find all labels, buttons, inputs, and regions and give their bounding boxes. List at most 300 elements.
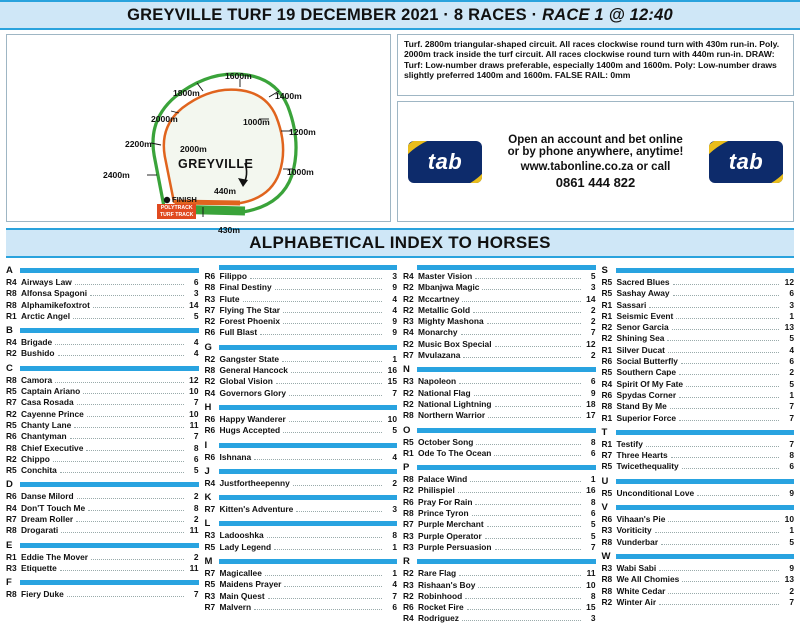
entry-leader-dots — [655, 532, 779, 533]
index-letter-rule — [616, 479, 795, 484]
entry-race-code: R2 — [403, 338, 414, 349]
index-entry-row[interactable] — [205, 294, 398, 305]
entry-leader-dots — [55, 382, 183, 383]
entry-leader-dots — [673, 295, 779, 296]
entry-leader-dots — [476, 444, 580, 445]
page-title-race: RACE 1 @ 12:40 — [542, 5, 673, 24]
entry-leader-dots — [679, 374, 779, 375]
entry-leader-dots — [283, 432, 382, 433]
entry-leader-dots — [668, 352, 779, 353]
index-letter-header — [403, 556, 596, 567]
entry-horse-name: Hugs Accepted — [219, 425, 281, 436]
entry-leader-dots — [90, 295, 183, 296]
entry-leader-dots — [671, 457, 779, 458]
entry-horse-name: National Lightning — [418, 398, 492, 409]
index-letter-header — [6, 540, 199, 551]
entry-horse-number: 7 — [590, 327, 596, 338]
entry-race-code: R7 — [601, 450, 613, 461]
distance-label: 2400m — [103, 170, 130, 180]
entry-race-code: R2 — [403, 590, 414, 601]
index-entry-row[interactable] — [403, 271, 596, 282]
entry-leader-dots — [459, 383, 580, 384]
index-entry-row[interactable] — [6, 503, 199, 514]
entry-horse-number: 17 — [586, 410, 596, 421]
entry-leader-dots — [649, 307, 779, 308]
entry-horse-number: 2 — [193, 551, 199, 562]
entry-leader-dots — [681, 363, 779, 364]
index-entry-row[interactable] — [205, 376, 398, 387]
entry-race-code: R3 — [204, 590, 216, 601]
index-entry-row[interactable] — [602, 574, 795, 585]
finish-marker — [164, 197, 170, 203]
index-entry-row[interactable] — [403, 448, 596, 459]
index-letter-header — [205, 518, 398, 529]
entry-leader-dots — [296, 511, 382, 512]
entry-horse-number: 4 — [392, 451, 397, 462]
entry-horse-number: 1 — [789, 389, 794, 400]
index-entry-row[interactable] — [403, 388, 596, 399]
index-entry-row[interactable] — [6, 552, 199, 563]
entry-horse-number: 2 — [590, 350, 596, 361]
entry-race-code: R5 — [601, 487, 613, 498]
entry-leader-dots — [482, 289, 580, 290]
entry-horse-number: 6 — [590, 508, 596, 519]
entry-leader-dots — [53, 461, 184, 462]
entry-horse-number: 7 — [789, 596, 794, 607]
entry-horse-number: 9 — [789, 487, 794, 498]
entry-horse-name: Mvulazana — [418, 350, 461, 361]
entry-horse-name: Chief Executive — [21, 442, 84, 453]
entry-leader-dots — [472, 515, 581, 516]
entry-race-code: R2 — [204, 376, 216, 387]
index-letter-group — [6, 363, 199, 477]
index-entry-row[interactable] — [205, 365, 398, 376]
entry-horse-number: 6 — [590, 376, 596, 387]
entry-horse-number: 13 — [784, 574, 794, 585]
index-letter-group — [6, 479, 199, 536]
index-entry-row[interactable] — [403, 519, 596, 530]
index-entry-row[interactable] — [6, 386, 199, 397]
entry-leader-dots — [462, 301, 580, 302]
index-entry-row[interactable] — [6, 311, 199, 322]
distance-label: 2000m — [180, 144, 207, 154]
entry-horse-name: Winter Air — [616, 596, 657, 607]
entry-horse-number: 6 — [392, 601, 397, 612]
entry-race-code: R3 — [403, 541, 414, 552]
index-entry-row[interactable] — [602, 300, 795, 311]
entry-horse-number: 5 — [789, 378, 794, 389]
index-entry-row[interactable] — [205, 354, 398, 365]
index-entry-row[interactable] — [6, 589, 199, 600]
index-letter-rule — [20, 482, 199, 487]
track-map — [6, 34, 391, 235]
index-letter-group — [6, 540, 199, 575]
index-entry-row[interactable] — [602, 401, 795, 412]
top-right-column — [397, 34, 794, 222]
entry-horse-number: 12 — [784, 277, 794, 287]
index-entry-row[interactable] — [6, 409, 199, 420]
index-entry-row[interactable] — [6, 491, 199, 502]
index-letter: S — [601, 265, 608, 276]
entry-horse-name: Northern Warrior — [418, 410, 486, 421]
entry-horse-number: 5 — [789, 536, 794, 547]
index-entry-row[interactable] — [6, 277, 199, 288]
index-entry-row[interactable] — [403, 294, 596, 305]
entry-horse-number: 9 — [392, 327, 397, 338]
index-entry-row[interactable] — [602, 488, 795, 499]
index-entry-row[interactable] — [602, 563, 795, 574]
index-entry-row[interactable] — [602, 311, 795, 322]
entry-race-code: R4 — [403, 613, 414, 624]
entry-leader-dots — [459, 575, 580, 576]
entry-horse-name: Ladooshka — [219, 530, 264, 541]
entry-leader-dots — [260, 334, 382, 335]
distance-label: 440m — [214, 186, 236, 196]
entry-horse-number: 10 — [189, 386, 199, 397]
entry-leader-dots — [659, 604, 779, 605]
index-entry-row[interactable] — [205, 271, 398, 282]
index-entry-row[interactable] — [205, 568, 398, 579]
tab-advert-line2: or by phone anywhere, anytime! — [507, 145, 684, 158]
index-entry-row[interactable] — [403, 568, 596, 579]
entry-horse-number: 4 — [193, 337, 199, 348]
index-letter-rule — [219, 265, 398, 270]
entry-horse-number: 6 — [789, 461, 794, 472]
entry-horse-name: Metallic Gold — [418, 304, 471, 315]
entry-horse-number: 3 — [392, 504, 397, 515]
index-letter-header — [403, 462, 596, 473]
entry-horse-name: Final Destiny — [219, 282, 272, 293]
entry-horse-number: 14 — [586, 293, 596, 304]
index-letter: N — [403, 364, 410, 376]
index-entry-row[interactable] — [205, 530, 398, 541]
entry-horse-name: General Hancock — [219, 365, 288, 376]
index-letter-group — [205, 518, 398, 553]
index-entry-row[interactable] — [602, 277, 795, 288]
index-entry-row[interactable] — [403, 282, 596, 293]
entry-leader-dots — [275, 289, 382, 290]
index-entry-row[interactable] — [403, 399, 596, 410]
index-heading: ALPHABETICAL INDEX TO HORSES — [249, 233, 551, 252]
index-letter-header — [205, 556, 398, 567]
index-entry-row[interactable] — [602, 367, 795, 378]
index-entry-row[interactable] — [403, 591, 596, 602]
tab-advert-message — [482, 134, 709, 190]
tab-logo-left — [408, 141, 482, 183]
entry-race-code: R2 — [6, 348, 17, 359]
entry-leader-dots — [91, 559, 183, 560]
entry-race-code: R1 — [601, 438, 613, 449]
index-entry-row[interactable] — [403, 485, 596, 496]
entry-race-code: R2 — [403, 398, 414, 409]
index-entry-row[interactable] — [602, 439, 795, 450]
entry-leader-dots — [274, 549, 382, 550]
entry-race-code: R2 — [403, 387, 414, 398]
entry-race-code: R1 — [601, 299, 613, 310]
index-entry-row[interactable] — [205, 478, 398, 489]
index-entry-row[interactable] — [6, 397, 199, 408]
index-entry-row[interactable] — [403, 542, 596, 553]
entry-horse-name: Prince Tyron — [418, 508, 469, 519]
index-entry-row[interactable] — [403, 327, 596, 338]
entry-race-code: R2 — [6, 408, 17, 419]
index-entry-row[interactable] — [6, 563, 199, 574]
track-map-svg — [7, 35, 392, 225]
index-entry-row[interactable] — [403, 497, 596, 508]
entry-horse-name: Full Blast — [219, 327, 258, 338]
entry-horse-number: 5 — [590, 530, 596, 541]
entry-horse-number: 1 — [590, 474, 596, 485]
entry-horse-name: Ishnana — [219, 451, 252, 462]
index-entry-row[interactable] — [6, 514, 199, 525]
entry-horse-name: Music Box Special — [418, 338, 492, 349]
entry-horse-number: 15 — [586, 602, 596, 613]
entry-leader-dots — [475, 504, 580, 505]
index-letter: M — [204, 556, 213, 568]
index-letter-rule — [417, 465, 596, 470]
entry-horse-number: 6 — [193, 453, 199, 464]
entry-horse-name: Three Hearts — [616, 450, 668, 461]
entry-race-code: R2 — [6, 453, 17, 464]
index-entry-row[interactable] — [205, 452, 398, 463]
entry-horse-number: 6 — [193, 277, 199, 287]
index-letter-group — [403, 556, 596, 624]
index-letter-group — [602, 476, 795, 499]
index-entry-row[interactable] — [602, 586, 795, 597]
entry-race-code: R8 — [403, 508, 414, 519]
entry-horse-number: 2 — [590, 316, 596, 327]
entry-race-code: R6 — [204, 413, 216, 424]
index-entry-row[interactable] — [403, 508, 596, 519]
index-letter: F — [6, 577, 12, 589]
index-entry-row[interactable] — [6, 420, 199, 431]
index-entry-row[interactable] — [602, 514, 795, 525]
index-entry-row[interactable] — [403, 613, 596, 624]
index-entry-row[interactable] — [403, 316, 596, 327]
index-entry-row[interactable] — [6, 454, 199, 465]
index-entry-row[interactable] — [403, 305, 596, 316]
index-entry-row[interactable] — [602, 333, 795, 344]
entry-race-code: R3 — [403, 376, 414, 387]
entry-horse-name: Governors Glory — [219, 387, 287, 398]
tab-logo-text: tab — [728, 148, 764, 174]
entry-horse-number: 8 — [392, 530, 397, 541]
index-entry-row[interactable] — [403, 339, 596, 350]
entry-race-code: R8 — [403, 474, 414, 485]
entry-leader-dots — [93, 307, 184, 308]
entry-race-code: R2 — [601, 322, 613, 333]
entry-horse-name: Palace Wind — [418, 474, 468, 485]
entry-race-code: R1 — [601, 344, 613, 355]
tab-advert-line3: www.tabonline.co.za or call — [520, 160, 671, 173]
index-entry-row[interactable] — [602, 450, 795, 461]
index-entry-row[interactable] — [403, 350, 596, 361]
entry-race-code: R4 — [204, 387, 216, 398]
index-entry-row[interactable] — [205, 504, 398, 515]
index-entry-row[interactable] — [602, 379, 795, 390]
entry-horse-number: 6 — [789, 288, 794, 299]
entry-horse-number: 8 — [590, 496, 596, 507]
index-entry-row[interactable] — [6, 375, 199, 386]
entry-leader-dots — [282, 361, 382, 362]
index-entry-row[interactable] — [403, 376, 596, 387]
entry-race-code: R5 — [6, 465, 17, 476]
index-entry-row[interactable] — [403, 580, 596, 591]
index-entry-row[interactable] — [205, 388, 398, 399]
entry-horse-number: 4 — [392, 579, 397, 590]
entry-horse-number: 6 — [590, 447, 596, 458]
entry-horse-name: We All Chomies — [616, 574, 680, 585]
track-legend-badge — [157, 204, 196, 219]
entry-leader-dots — [291, 372, 382, 373]
entry-leader-dots — [646, 446, 779, 447]
entry-race-code: R2 — [403, 282, 414, 293]
index-entry-row[interactable] — [205, 327, 398, 338]
index-letter-header — [403, 265, 596, 270]
entry-leader-dots — [697, 495, 779, 496]
entry-race-code: R3 — [403, 530, 414, 541]
index-entry-row[interactable] — [602, 322, 795, 333]
index-letter-group — [602, 265, 795, 424]
entry-horse-name: Fiery Duke — [21, 589, 64, 600]
entry-race-code: R8 — [601, 585, 613, 596]
index-letter: L — [204, 518, 211, 530]
index-letter-header — [205, 440, 398, 451]
index-letter-rule — [20, 580, 199, 585]
index-entry-row[interactable] — [6, 300, 199, 311]
index-entry-row[interactable] — [403, 474, 596, 485]
index-letter-rule — [417, 428, 596, 433]
entry-race-code: R8 — [6, 442, 17, 453]
index-entry-row[interactable] — [205, 425, 398, 436]
entry-horse-number: 7 — [590, 541, 596, 552]
entry-horse-number: 7 — [789, 401, 794, 412]
entry-leader-dots — [487, 526, 581, 527]
index-letter-rule — [616, 268, 795, 273]
distance-label: 2000m — [151, 114, 178, 124]
entry-race-code: R3 — [601, 562, 613, 573]
entry-horse-name: Seismic Event — [616, 310, 674, 321]
entry-leader-dots — [494, 455, 580, 456]
index-entry-row[interactable] — [6, 337, 199, 348]
index-entry-row[interactable] — [6, 348, 199, 359]
entry-leader-dots — [76, 521, 183, 522]
index-entry-row[interactable] — [205, 282, 398, 293]
index-letter: V — [601, 502, 608, 514]
index-letter-rule — [219, 469, 398, 474]
index-entry-row[interactable] — [602, 525, 795, 536]
page-title-bar — [0, 0, 800, 30]
index-entry-row[interactable] — [403, 602, 596, 613]
tab-logo-right — [709, 141, 783, 183]
distance-label: 1200m — [289, 127, 316, 137]
index-entry-row[interactable] — [6, 431, 199, 442]
entry-race-code: R8 — [6, 589, 17, 600]
index-letter-header — [602, 265, 795, 276]
entry-race-code: R4 — [6, 502, 17, 513]
index-entry-row[interactable] — [205, 414, 398, 425]
polytrack-legend-text: POLYTRACK — [160, 205, 193, 211]
index-entry-row[interactable] — [403, 531, 596, 542]
index-entry-row[interactable] — [403, 437, 596, 448]
entry-leader-dots — [679, 397, 779, 398]
entry-race-code: R3 — [204, 530, 216, 541]
entry-leader-dots — [243, 301, 382, 302]
index-entry-row[interactable] — [6, 288, 199, 299]
index-entry-row[interactable] — [602, 288, 795, 299]
index-column — [403, 262, 596, 630]
index-entry-row[interactable] — [205, 316, 398, 327]
index-entry-row[interactable] — [205, 579, 398, 590]
entry-race-code: R4 — [601, 378, 613, 389]
index-entry-row[interactable] — [602, 537, 795, 548]
entry-leader-dots — [77, 498, 184, 499]
index-entry-row[interactable] — [602, 461, 795, 472]
index-letter: C — [6, 362, 13, 374]
entry-leader-dots — [679, 420, 779, 421]
index-letter-header — [602, 476, 795, 487]
index-entry-row[interactable] — [205, 591, 398, 602]
entry-race-code: R1 — [6, 551, 17, 562]
entry-leader-dots — [670, 408, 779, 409]
entry-race-code: R2 — [204, 353, 216, 364]
entry-leader-dots — [682, 468, 779, 469]
entry-leader-dots — [75, 284, 184, 285]
entry-race-code: R3 — [403, 579, 414, 590]
entry-horse-name: Robinhood — [418, 590, 463, 601]
index-entry-row[interactable] — [602, 413, 795, 424]
entry-leader-dots — [661, 544, 779, 545]
entry-leader-dots — [60, 570, 184, 571]
entry-leader-dots — [686, 386, 779, 387]
entry-horse-name: Alfonsa Spagoni — [21, 288, 88, 299]
index-entry-row[interactable] — [6, 525, 199, 536]
entry-leader-dots — [473, 312, 580, 313]
entry-leader-dots — [667, 340, 779, 341]
index-letter-group — [6, 577, 199, 600]
entry-horse-name: Mccartney — [418, 293, 460, 304]
index-entry-row[interactable] — [205, 542, 398, 553]
index-letter-rule — [219, 443, 398, 448]
index-entry-row[interactable] — [602, 356, 795, 367]
entry-race-code: R8 — [601, 401, 613, 412]
index-entry-row[interactable] — [602, 345, 795, 356]
distance-label: 1000m — [287, 167, 314, 177]
entry-race-code: R2 — [403, 304, 414, 315]
entry-horse-number: 9 — [789, 562, 794, 573]
index-entry-row[interactable] — [602, 390, 795, 401]
index-entry-row[interactable] — [403, 410, 596, 421]
entry-horse-name: Sassari — [616, 299, 647, 310]
entry-race-code: R8 — [6, 299, 17, 310]
entry-horse-number: 9 — [590, 387, 596, 398]
entry-horse-name: Main Quest — [219, 590, 265, 601]
finish-label: FINISH — [172, 195, 197, 204]
index-letter-header — [6, 325, 199, 336]
entry-leader-dots — [283, 323, 382, 324]
entry-race-code: R1 — [601, 310, 613, 321]
entry-race-code: R7 — [204, 601, 216, 612]
index-entry-row[interactable] — [205, 602, 398, 613]
entry-horse-number: 11 — [189, 419, 199, 430]
index-letter-group — [6, 325, 199, 360]
index-entry-row[interactable] — [6, 465, 199, 476]
entry-leader-dots — [83, 393, 183, 394]
index-entry-row[interactable] — [205, 305, 398, 316]
entry-horse-number: 11 — [586, 568, 596, 579]
index-entry-row[interactable] — [602, 597, 795, 608]
index-entry-row[interactable] — [6, 443, 199, 454]
